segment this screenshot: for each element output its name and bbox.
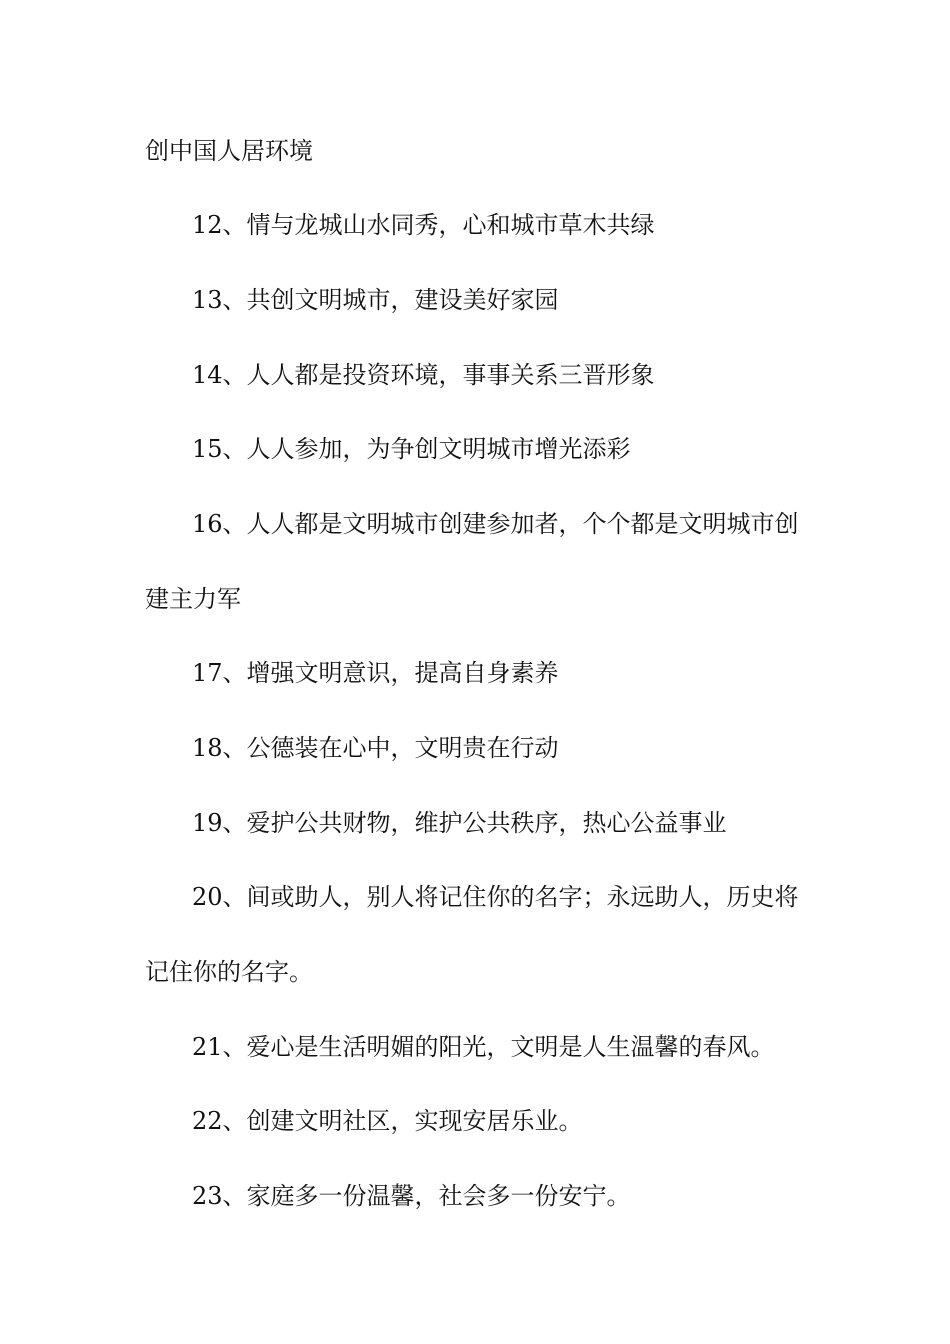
text-line-item-20: 20、间或助人，别人将记住你的名字；永远助人，历史将 [192,883,799,911]
text-line-item-19: 19、爱护公共财物，维护公共秩序，热心公益事业 [192,809,727,837]
text-line-item-23: 23、家庭多一份温馨，社会多一份安宁。 [192,1182,631,1210]
text-line-item-15: 15、人人参加，为争创文明城市增光添彩 [192,435,631,463]
text-line-item-21: 21、爱心是生活明媚的阳光，文明是人生温馨的春风。 [192,1033,775,1061]
text-line-item-17: 17、增强文明意识，提高自身素养 [192,659,559,687]
text-line-item-13: 13、共创文明城市，建设美好家园 [192,286,559,314]
text-line-item-12: 12、情与龙城山水同秀，心和城市草木共绿 [192,211,655,239]
text-line-continuation: 创中国人居环境 [145,137,313,165]
text-line-item-16-continued: 建主力军 [145,585,241,613]
text-line-item-18: 18、公德装在心中，文明贵在行动 [192,734,559,762]
text-line-item-20-continued: 记住你的名字。 [145,958,313,986]
text-line-item-22: 22、创建文明社区，实现安居乐业。 [192,1107,583,1135]
text-line-item-16: 16、人人都是文明城市创建参加者，个个都是文明城市创 [192,510,799,538]
text-line-item-14: 14、人人都是投资环境，事事关系三晋形象 [192,361,655,389]
